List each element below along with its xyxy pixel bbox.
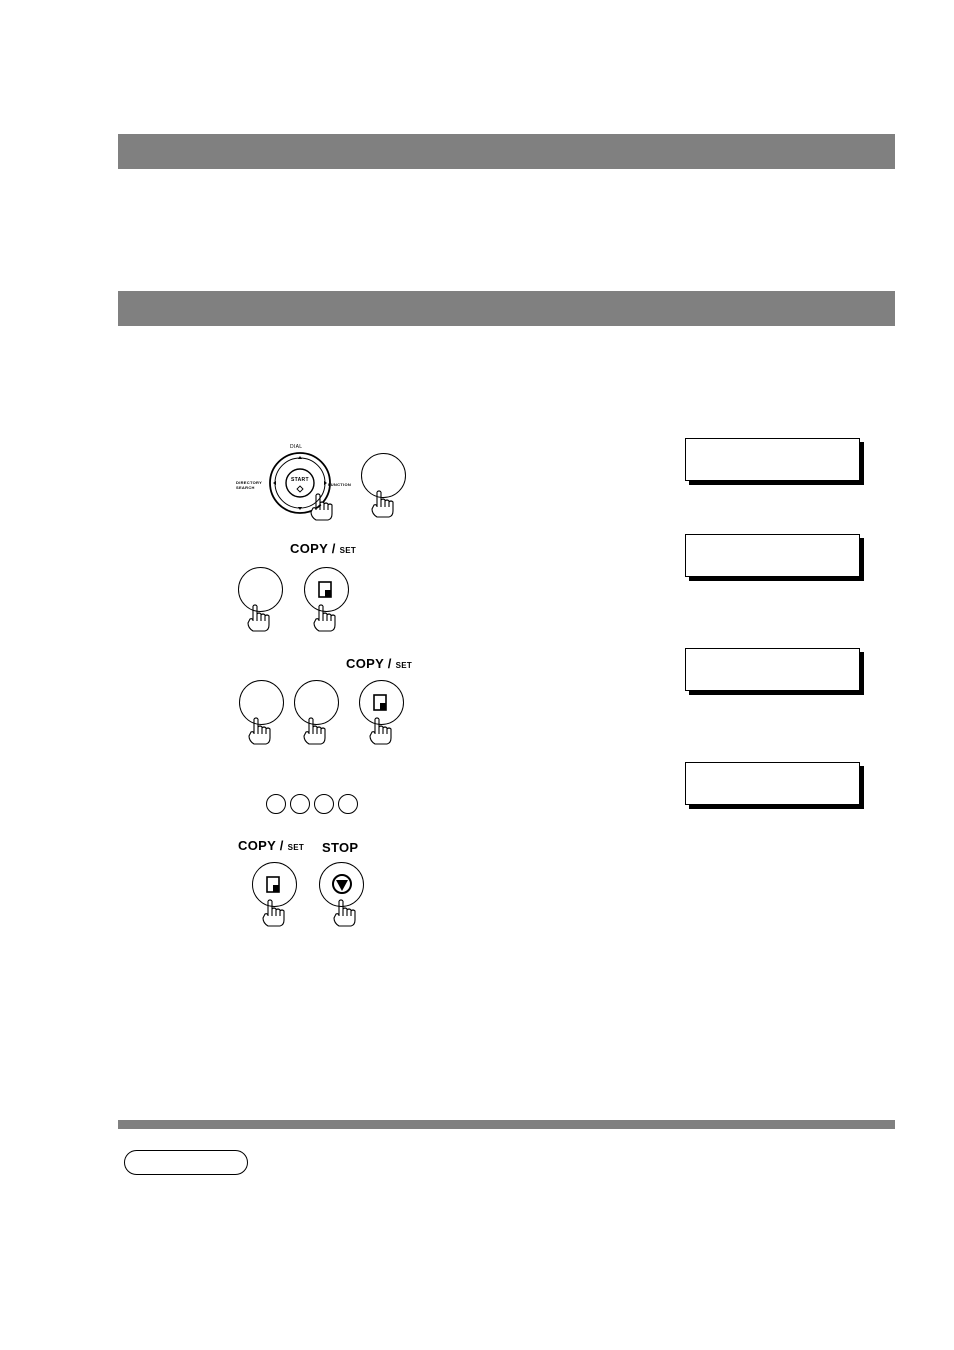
lcd-display-3 [685, 648, 860, 691]
copy-icon [318, 581, 334, 599]
hand-pointer-icon [248, 718, 274, 746]
entry-digit-circle [314, 794, 334, 814]
hand-pointer-icon [369, 718, 395, 746]
stop-label: STOP [322, 840, 359, 855]
section-header-bar-1 [118, 134, 895, 169]
hand-pointer-icon [262, 900, 288, 928]
copy-icon [266, 876, 282, 894]
lcd-display-2 [685, 534, 860, 577]
hand-pointer-icon [333, 900, 359, 928]
entry-digit-circle [338, 794, 358, 814]
copy-set-label: COPY / SET [346, 656, 413, 671]
section-header-bar-2 [118, 291, 895, 326]
copy-set-label: COPY / SET [290, 541, 357, 556]
start-label: START [291, 477, 309, 483]
note-divider-bar [118, 1120, 895, 1129]
hand-pointer-icon [303, 718, 329, 746]
directory-search-label: DIRECTORY SEARCH [236, 480, 262, 490]
lcd-display-1 [685, 438, 860, 481]
hand-pointer-icon [247, 605, 273, 633]
function-label: FUNCTION [328, 482, 352, 487]
stop-icon [331, 873, 353, 895]
copy-set-label: COPY / SET [238, 838, 305, 853]
hand-pointer-icon [310, 494, 336, 522]
dial-label: DIAL [290, 444, 303, 450]
entry-digit-circle [290, 794, 310, 814]
hand-pointer-icon [371, 491, 397, 519]
lcd-display-4 [685, 762, 860, 805]
hand-pointer-icon [313, 605, 339, 633]
copy-icon [373, 694, 389, 712]
entry-digit-circle [266, 794, 286, 814]
note-badge [124, 1150, 248, 1175]
